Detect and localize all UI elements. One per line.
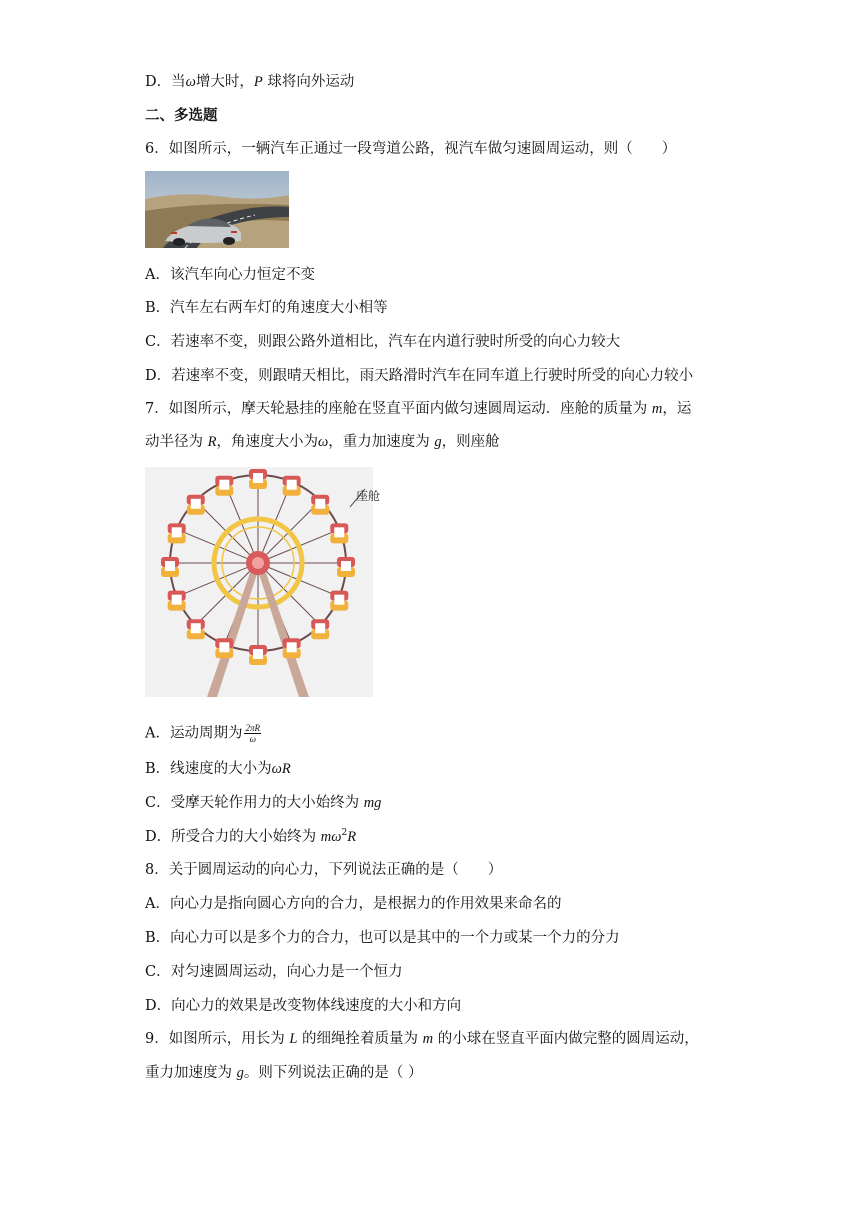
fraction-denominator: ω <box>249 734 256 744</box>
cabin <box>330 591 348 611</box>
math-p: P <box>253 74 263 90</box>
math-l: L <box>289 1031 298 1047</box>
text: ，角速度大小为 <box>216 434 318 450</box>
cabin <box>168 591 186 611</box>
text: D．所受合力的大小始终为 <box>145 829 321 845</box>
q9-stem-line1 <box>145 1029 699 1049</box>
hub-inner <box>252 557 264 569</box>
q8-option-a: A．向心力是指向圆心方向的合力，是根据力的作用效果来命名的 <box>145 896 562 912</box>
cabin <box>311 619 329 639</box>
text: C．受摩天轮作用力的大小始终为 <box>145 795 364 811</box>
q6-option-c: C．若速率不变，则跟公路外道相比，汽车在内道行驶时所受的向心力较大 <box>145 334 621 350</box>
q8-option-d: D．向心力的效果是改变物体线速度的大小和方向 <box>145 998 462 1014</box>
q7-option-a <box>145 723 261 744</box>
math-m: m <box>422 1031 434 1047</box>
cabin <box>311 495 329 515</box>
text: 重力加速度为 <box>145 1065 237 1081</box>
text: 球将向外运动 <box>262 74 355 90</box>
q6-stem: 6．如图所示，一辆汽车正通过一段弯道公路，视汽车做匀速圆周运动，则（ ） <box>145 141 677 157</box>
q7-option-c <box>145 793 381 813</box>
text: 增大时， <box>195 74 254 90</box>
superscript: 2 <box>341 828 348 839</box>
math-omega: ω <box>317 434 329 450</box>
q5-option-d <box>145 72 354 92</box>
math-g: g <box>434 434 442 450</box>
cabin <box>187 619 205 639</box>
q8-stem: 8．关于圆周运动的向心力，下列说法正确的是（ ） <box>145 862 503 878</box>
ferris-wheel-drawing <box>145 467 373 697</box>
math-r: R <box>347 829 357 845</box>
cabin <box>337 557 355 577</box>
cabin <box>168 523 186 543</box>
text: B．线速度的大小为 <box>145 761 272 777</box>
text: ，则座舱 <box>441 434 500 450</box>
text: 。则下列说法正确的是（ ） <box>243 1065 423 1081</box>
ferris-wheel-figure <box>145 467 381 697</box>
text: ，重力加速度为 <box>328 434 435 450</box>
q7-stem-line1 <box>145 399 691 419</box>
q8-option-b: B．向心力可以是多个力的合力，也可以是其中的一个力或某一个力的分力 <box>145 930 620 946</box>
cabin <box>161 557 179 577</box>
text: A．运动周期为 <box>145 725 243 742</box>
fraction-numerator: 2πR <box>245 723 260 733</box>
text: 的细绳拴着质量为 <box>297 1031 423 1047</box>
fraction <box>244 723 261 744</box>
text: 9．如图所示，用长为 <box>145 1031 290 1047</box>
math-g: g <box>236 1065 244 1081</box>
q7-option-d <box>145 827 356 847</box>
text: 的小球在竖直平面内做完整的圆周运动， <box>433 1031 699 1047</box>
math-omega-r: ωR <box>271 761 291 777</box>
q7-stem-line2 <box>145 432 500 452</box>
text: 7．如图所示，摩天轮悬挂的座舱在竖直平面内做匀速圆周运动．座舱的质量为 <box>145 401 652 417</box>
q6-option-d: D．若速率不变，则跟晴天相比，雨天路滑时汽车在同车道上行驶时所受的向心力较小 <box>145 368 694 384</box>
cabin <box>249 469 267 489</box>
q8-option-c: C．对匀速圆周运动，向心力是一个恒力 <box>145 964 403 980</box>
math-m: m <box>651 401 663 417</box>
q7-option-b <box>145 759 291 779</box>
math-mg: mg <box>363 795 382 811</box>
cabin <box>187 495 205 515</box>
section-title: 二、多选题 <box>145 107 218 124</box>
q6-option-a: A．该汽车向心力恒定不变 <box>145 267 315 283</box>
math-m-omega: mω <box>320 829 342 845</box>
text: D．当 <box>145 74 186 90</box>
cabin <box>330 523 348 543</box>
cabin <box>249 645 267 665</box>
cabin-label: 座舱 <box>356 489 381 503</box>
q9-stem-line2 <box>145 1063 422 1083</box>
math-r: R <box>207 434 217 450</box>
car-on-curve-photo <box>145 171 289 248</box>
q6-option-b: B．汽车左右两车灯的角速度大小相等 <box>145 300 388 316</box>
text: ，运 <box>662 401 692 417</box>
math-omega: ω <box>185 74 196 90</box>
text: 动半径为 <box>145 434 208 450</box>
